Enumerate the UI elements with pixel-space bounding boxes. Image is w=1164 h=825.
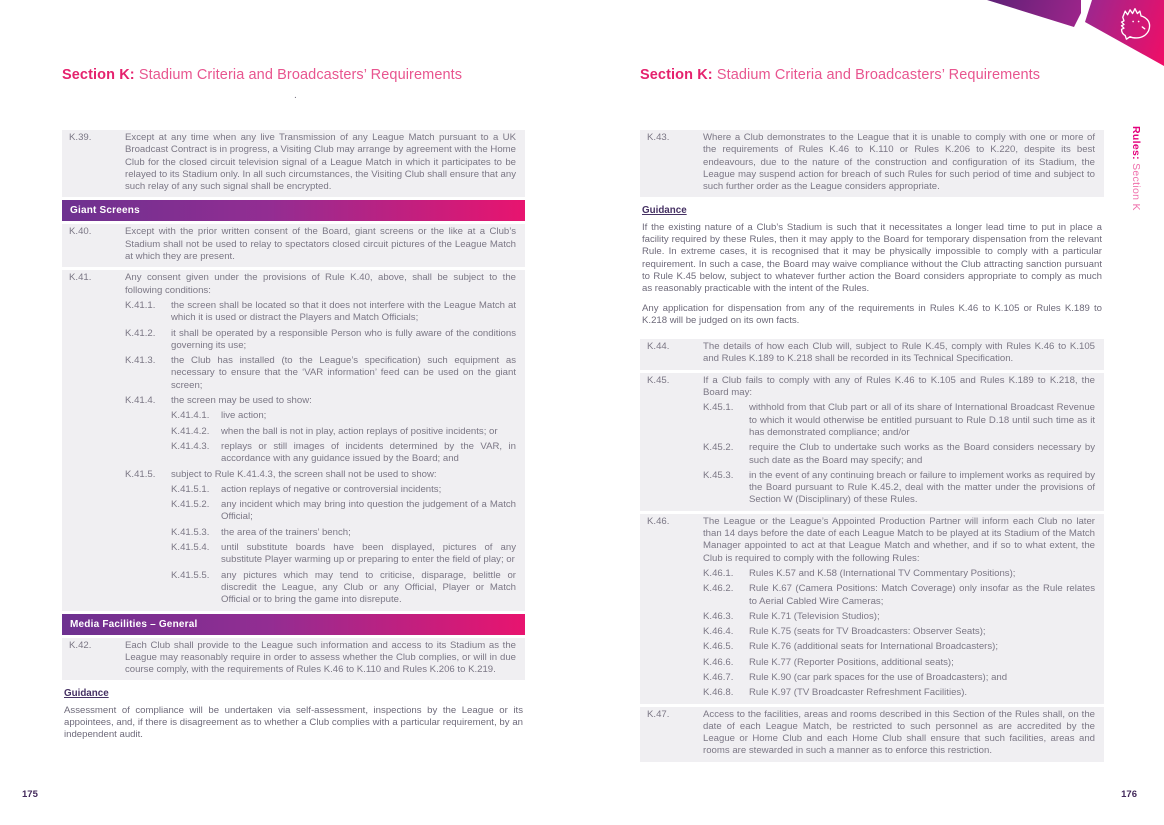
rule-body	[125, 132, 516, 193]
rule-number: K.43.	[647, 132, 670, 143]
rule-number: K.46.	[647, 515, 670, 527]
sub-rule-text: in the event of any continuing breach or failure to implement works as required by the Board pursuant to Rule K.45.2, deal with the matter under the provisions of Section W (Disciplinary) of these Rules.	[749, 469, 1095, 506]
corner-strip	[987, 0, 1081, 27]
sub-rule-body	[749, 583, 1095, 608]
rule-text: Each Club shall provide to the League such information and access to its Stadium as the League may reasonably require in order to assess whether the Club complies, or will in due course comply, with the requirements of Rules K.46 to K.110 and Rules K.206 to K.219.	[125, 639, 516, 676]
section-bar	[62, 200, 525, 221]
rule-row	[69, 272, 516, 606]
sub-rule-row	[125, 395, 516, 465]
sub-rule-body	[221, 426, 498, 438]
guidance-paragraph: Assessment of compliance will be undertaken via self-assessment, inspections by the League or its appointees, and, if there is disagreement as to whether a Club complies with a particular requirement, by an independent audit.	[64, 704, 523, 741]
sub-rule-number: K.41.4.3.	[171, 440, 210, 452]
sub-rule-body	[221, 542, 516, 567]
sub-rule-body	[749, 611, 880, 623]
sub-rule-number: K.45.2.	[703, 442, 734, 454]
sub-rule-row	[703, 626, 1095, 638]
section-bar-label: Media Facilities – General	[70, 618, 198, 630]
sub-rule-number: K.41.1.	[125, 299, 156, 311]
premier-league-lion-icon	[1122, 9, 1150, 40]
sub-rule-number: K.41.2.	[125, 327, 156, 339]
sub-rule-text: the screen may be used to show:	[171, 395, 312, 407]
sub-rule-row	[703, 583, 1095, 608]
sub-rule-text: Rules K.57 and K.58 (International TV Commentary Positions);	[749, 567, 1016, 579]
sub-rule-body	[221, 484, 441, 496]
sub-rule-row	[703, 611, 1095, 623]
sub-rule-text: any incident which may bring into question the judgement of a Match Official;	[221, 499, 516, 523]
sub-rule-row	[125, 355, 516, 392]
rule-row	[647, 375, 1095, 507]
rule-number: K.42.	[69, 639, 92, 651]
sub-rule-number: K.41.4.2.	[171, 425, 210, 437]
sub-rule-number: K.46.2.	[703, 583, 734, 595]
sub-rule-body	[749, 657, 954, 669]
rule-body	[125, 226, 516, 263]
guidance-heading: Guidance	[642, 205, 687, 217]
sub-rule-row	[171, 410, 516, 422]
sub-rule-number: K.41.4.	[125, 395, 156, 407]
sub-rule-text: Rule K.67 (Camera Positions: Match Coverage) only insofar as the Rule relates to Aerial Cabled Wire Cameras;	[749, 583, 1095, 607]
sub-rule-row	[171, 426, 516, 438]
left-page-title	[62, 67, 462, 83]
sub-rule-text: subject to Rule K.41.4.3, the screen shall not be used to show:	[171, 468, 437, 480]
sub-rule-body	[749, 442, 1095, 467]
guidance-paragraph: If the existing nature of a Club’s Stadium is such that it necessitates a longer lead time to put in place a facility required by these Rules, then it may apply to the Board for temporary dispensation from the relevant Rule. In extreme cases, it is recognised that it may be physically impossible to comply with a particular requirement. In such a case, the Board may waive compliance without the Club attracting sanction pursuant to Rule K.45 below, subject to whatever further action the Board considers appropriate to comply as much as reasonably practicable with the intent of the Rules.	[642, 221, 1102, 295]
corner-triangle	[1085, 0, 1164, 66]
rule-row	[69, 640, 516, 677]
left-page-number: 175	[22, 789, 38, 800]
side-tab-rules-section-k	[1130, 126, 1142, 211]
rule-number: K.47.	[647, 708, 670, 720]
left-page-content	[62, 130, 525, 754]
right-page-title	[640, 67, 1040, 83]
sub-rule-body	[171, 469, 516, 607]
sub-rule-text: until substitute boards have been displayed, pictures of any substitute Player warming up or preparing to enter the field of play; or	[221, 542, 516, 566]
rule-box	[640, 707, 1104, 762]
section-bar-label: Giant Screens	[70, 205, 140, 217]
sub-rule-text: when the ball is not in play, action replays of positive incidents; or	[221, 425, 498, 437]
sub-rule-row	[171, 441, 516, 466]
sub-rule-number: K.41.5.	[125, 468, 156, 480]
sub-rule-text: action replays of negative or controversial incidents;	[221, 483, 442, 495]
sub-rule-text: the Club has installed (to the League’s specification) such equipment as necessary to ensure that the ‘VAR information’ feed can be used on the giant screen;	[171, 355, 516, 391]
sub-rule-row	[703, 470, 1095, 507]
sub-rule-text: require the Club to undertake such works as the Board considers necessary by such date as the Board may specify; and	[749, 442, 1095, 466]
rule-box	[640, 514, 1104, 704]
rule-box	[62, 224, 525, 267]
sub-rule-number: K.45.3.	[703, 469, 734, 481]
sub-rule-row	[703, 641, 1095, 653]
sub-rule-body	[171, 328, 516, 353]
sub-rule-text: Rule K.76 (additional seats for International Broadcasters);	[749, 641, 999, 653]
guidance-block	[642, 205, 1102, 327]
rule-text: The details of how each Club will, subject to Rule K.45, comply with Rules K.46 to K.105 and Rules K.189 to K.218 shall be recorded in its Technical Specification.	[703, 341, 1095, 365]
sub-rule-text: replays or still images of incidents determined by the VAR, in accordance with any guidance issued by the Board; and	[221, 440, 516, 465]
sub-rule-number: K.45.1.	[703, 402, 734, 414]
sub-rule-body	[749, 687, 967, 699]
sub-rule-number: K.41.5.4.	[171, 542, 210, 554]
guidance-paragraph: Any application for dispensation from any of the requirements in Rules K.46 to K.105 or Rules K.189 to K.218 will be judged on its own facts.	[642, 302, 1102, 326]
sub-rule-text: any pictures which may tend to criticise, disparage, belittle or discredit the League, any Club or any Official, Player or Match Official or to bring the game into disrepute.	[221, 569, 516, 606]
rule-number: K.45.	[647, 374, 670, 386]
right-page-content	[640, 130, 1104, 765]
sub-rule-row	[703, 672, 1095, 684]
left-page-title-text: Stadium Criteria and Broadcasters’ Requirements	[134, 66, 463, 83]
sub-rule-number: K.41.5.1.	[171, 483, 210, 495]
sub-rule-row	[171, 499, 516, 524]
rule-row	[647, 132, 1095, 193]
sub-rule-body	[221, 499, 516, 524]
rule-text: Where a Club demonstrates to the League that it is unable to comply with one or more of the requirements of Rules K.46 to K.110 or Rules K.206 to K.220, despite its best endeavours, due to the nature of the construction and configuration of its Stadium, the League may suspend action for breach of such Rules for such period of time and subject to such further order as the League considers appropriate.	[703, 132, 1095, 193]
sub-rule-body	[221, 570, 516, 607]
sub-rule-row	[171, 570, 516, 607]
sub-rule-number: K.41.5.3.	[171, 526, 210, 538]
sub-rule-text: live action;	[221, 410, 267, 422]
sub-rule-text: Rule K.71 (Television Studios);	[749, 610, 880, 622]
sub-rule-number: K.41.4.1.	[171, 410, 210, 422]
right-page-title-section: Section K:	[640, 66, 713, 83]
rule-text: Except at any time when any live Transmission of any League Match pursuant to a UK Broadcast Contract is in progress, a Visiting Club may arrange by agreement with the Home Club for the closed circuit television signal of a League Match in which it participates to be relayed to its Stadium only. In all such circumstances, the Visiting Club shall ensure that any such relay of any such signal shall be encrypted.	[125, 132, 516, 193]
side-tab-rest: Section K	[1130, 159, 1142, 211]
sub-rule-body	[221, 410, 266, 422]
rule-number: K.44.	[647, 341, 670, 353]
sub-rule-body	[749, 568, 1015, 580]
sub-rule-number: K.46.3.	[703, 610, 734, 622]
sub-rule-text: Rule K.77 (Reporter Positions, additional seats);	[749, 656, 954, 668]
rule-text: Any consent given under the provisions of Rule K.40, above, shall be subject to the following conditions:	[125, 272, 516, 296]
sub-rule-row	[171, 542, 516, 567]
rule-body	[703, 375, 1095, 507]
rule-text: Except with the prior written consent of the Board, giant screens or the like at a Club’s Stadium shall not be used to relay to spectators closed circuit pictures of the League Match at which they are present.	[125, 226, 516, 263]
sub-rule-text: the area of the trainers’ bench;	[221, 526, 351, 538]
sub-rule-body	[749, 470, 1095, 507]
rule-box	[62, 270, 525, 610]
sub-rule-row	[703, 442, 1095, 467]
sub-rule-row	[125, 328, 516, 353]
sub-rule-text: Rule K.75 (seats for TV Broadcasters: Observer Seats);	[749, 626, 986, 638]
rule-row	[647, 516, 1095, 700]
rule-body	[703, 516, 1095, 700]
sub-rule-row	[703, 568, 1095, 580]
sub-rule-number: K.41.5.5.	[171, 569, 210, 581]
rule-body	[125, 272, 516, 606]
sub-rule-body	[749, 626, 986, 638]
rule-row	[647, 709, 1095, 758]
sub-rule-body	[749, 402, 1095, 439]
rule-row	[69, 226, 516, 263]
sub-rule-text: withhold from that Club part or all of its share of International Broadcast Revenue to which it would otherwise be entitled pursuant to Rule D.18 until such time as it has demonstrated compliance; and/or	[749, 402, 1095, 438]
sub-rule-body	[171, 395, 516, 465]
sub-rule-number: K.41.5.2.	[171, 499, 210, 511]
sub-rule-row	[171, 484, 516, 496]
sub-rule-body	[749, 672, 1007, 684]
sub-rule-row	[171, 527, 516, 539]
guidance-heading: Guidance	[64, 688, 109, 700]
rule-number: K.40.	[69, 226, 92, 238]
rule-body	[703, 709, 1095, 758]
side-tab-bold: Rules:	[1130, 126, 1142, 160]
sub-rule-number: K.46.5.	[703, 641, 734, 653]
rule-box	[62, 130, 525, 197]
rule-row	[647, 341, 1095, 366]
sub-rule-number: K.46.1.	[703, 567, 734, 579]
rule-box	[62, 638, 525, 681]
rule-box	[640, 130, 1104, 197]
rule-number: K.39.	[69, 132, 92, 143]
sub-rule-number: K.46.4.	[703, 626, 734, 638]
rule-box	[640, 339, 1104, 370]
sub-rule-body	[171, 300, 516, 325]
guidance-block	[64, 688, 523, 741]
rule-text: If a Club fails to comply with any of Rules K.46 to K.105 and Rules K.189 to K.218, the Board may:	[703, 374, 1095, 399]
rule-body	[125, 640, 516, 677]
sub-rule-body	[749, 641, 998, 653]
right-page-title-text: Stadium Criteria and Broadcasters’ Requirements	[712, 66, 1041, 83]
right-page-number: 176	[1121, 789, 1137, 800]
rule-body	[703, 132, 1095, 193]
sub-rule-text: it shall be operated by a responsible Person who is fully aware of the conditions governing its use;	[171, 327, 516, 351]
rule-row	[69, 132, 516, 193]
sub-rule-row	[703, 402, 1095, 439]
left-page-title-section: Section K:	[62, 66, 135, 83]
rule-text: Access to the facilities, areas and rooms described in this Section of the Rules shall, on the date of each League Match, be restricted to such personnel as are accredited by the League or Home Club and each Home Club shall ensure that such facilities, areas and rooms are stewarded in such a manner as to enforce this restriction.	[703, 708, 1095, 757]
sub-rule-row	[703, 657, 1095, 669]
sub-rule-row	[703, 687, 1095, 699]
sub-rule-text: the screen shall be located so that it does not interfere with the League Match at which it is used or distract the Players and Match Officials;	[171, 299, 516, 324]
rule-body	[703, 341, 1095, 366]
sub-rule-body	[221, 441, 516, 466]
section-bar	[62, 614, 525, 635]
sub-rule-number: K.46.6.	[703, 656, 734, 668]
rule-text: The League or the League’s Appointed Production Partner will inform each Club no later than 14 days before the date of each League Match to be played at its Stadium of the Match Manager appointed to act at that League Match and whether, and if so to what extent, the Club is required to comply with the following Rules:	[703, 515, 1095, 564]
sub-rule-body	[171, 355, 516, 392]
sub-rule-body	[221, 527, 351, 539]
sub-rule-text: Rule K.90 (car park spaces for the use of Broadcasters); and	[749, 671, 1008, 683]
rule-box	[640, 373, 1104, 511]
sub-rule-text: Rule K.97 (TV Broadcaster Refreshment Facilities).	[749, 687, 968, 699]
sub-rule-number: K.41.3.	[125, 355, 156, 367]
stray-mark: .	[294, 90, 297, 101]
sub-rule-number: K.46.7.	[703, 671, 734, 683]
rule-number: K.41.	[69, 272, 92, 284]
sub-rule-row	[125, 469, 516, 607]
sub-rule-number: K.46.8.	[703, 687, 734, 699]
sub-rule-row	[125, 300, 516, 325]
